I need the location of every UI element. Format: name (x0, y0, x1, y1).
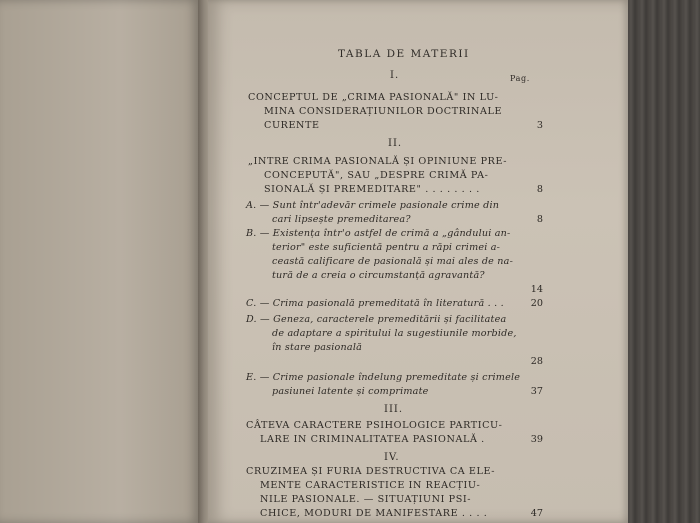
subsection-line: B. — Existența într'o astfel de crimă a „gândului an- (246, 228, 511, 239)
toc-title: TABLA DE MATERII (338, 48, 470, 60)
page-number: 3 (536, 120, 543, 131)
section-heading-line: NILE PASIONALE. — SITUAȚIUNI PSI- (260, 494, 472, 505)
page-number: 47 (530, 508, 543, 519)
section-heading-line: MINA CONSIDERAȚIUNILOR DOCTRINALE (264, 106, 503, 117)
section-heading-line: CONCEPTUL DE „CRIMA PASIONALĂ" IN LU- (248, 92, 499, 103)
section-heading-line: „INTRE CRIMA PASIONALĂ ȘI OPINIUNE PRE- (248, 156, 508, 167)
subsection-line: tură de a creia o circumstanță agravantă? (272, 270, 485, 281)
page-number: 28 (530, 356, 543, 367)
page-number: 14 (530, 284, 543, 295)
wooden-surface (628, 0, 700, 523)
subsection-line: C. — Crima pasională premeditată în literatură . . . (246, 298, 504, 309)
subsection-line: cari lipsește premeditarea? (272, 214, 411, 225)
section-heading-line: CHICE, MODURI DE MANIFESTARE . . . . (260, 508, 488, 519)
section-heading-line: CRUZIMEA ȘI FURIA DESTRUCTIVA CA ELE- (246, 466, 496, 477)
page-column-label: Pag. (510, 74, 530, 83)
page-number: 8 (536, 184, 543, 195)
subsection-line: în stare pasională (272, 342, 363, 353)
subsection-line: de adaptare a spiritului la sugestiunile morbide, (272, 328, 517, 339)
section-heading-line: MENTE CARACTERISTICE IN REACȚIU- (260, 480, 481, 491)
page-number: 8 (536, 214, 543, 225)
section-numeral: IV. (384, 452, 400, 463)
page-number: 20 (530, 298, 543, 309)
left-blank-page (0, 0, 200, 523)
section-numeral: II. (388, 138, 403, 149)
subsection-line: A. — Sunt într'adevăr crimele pasionale crime din (246, 200, 500, 211)
subsection-line: E. — Crime pasionale îndelung premeditate și crimele (246, 372, 521, 383)
subsection-line: terior" este suficientă pentru a răpi crimei a- (272, 242, 501, 253)
section-numeral: I. (390, 70, 400, 81)
section-heading-line: CONCEPUTĂ", SAU „DESPRE CRIMĂ PA- (264, 170, 489, 181)
page-number: 37 (530, 386, 543, 397)
section-numeral: III. (384, 404, 404, 415)
subsection-line: pasiunei latente și comprimate (272, 386, 429, 397)
page-number: 39 (530, 434, 543, 445)
subsection-line: ceastă calificare de pasională și mai ales de na- (272, 256, 514, 267)
section-heading-line: CURENTE (264, 120, 320, 131)
section-heading-line: CÂTEVA CARACTERE PSIHOLOGICE PARTICU- (246, 420, 503, 431)
subsection-line: D. — Geneza, caracterele premeditării și facilitatea (246, 314, 507, 325)
table-of-contents-page (208, 0, 628, 523)
section-heading-line: LARE IN CRIMINALITATEA PASIONALĂ . (260, 434, 485, 445)
section-heading-line: SIONALĂ ȘI PREMEDITARE" . . . . . . . . (264, 184, 480, 195)
